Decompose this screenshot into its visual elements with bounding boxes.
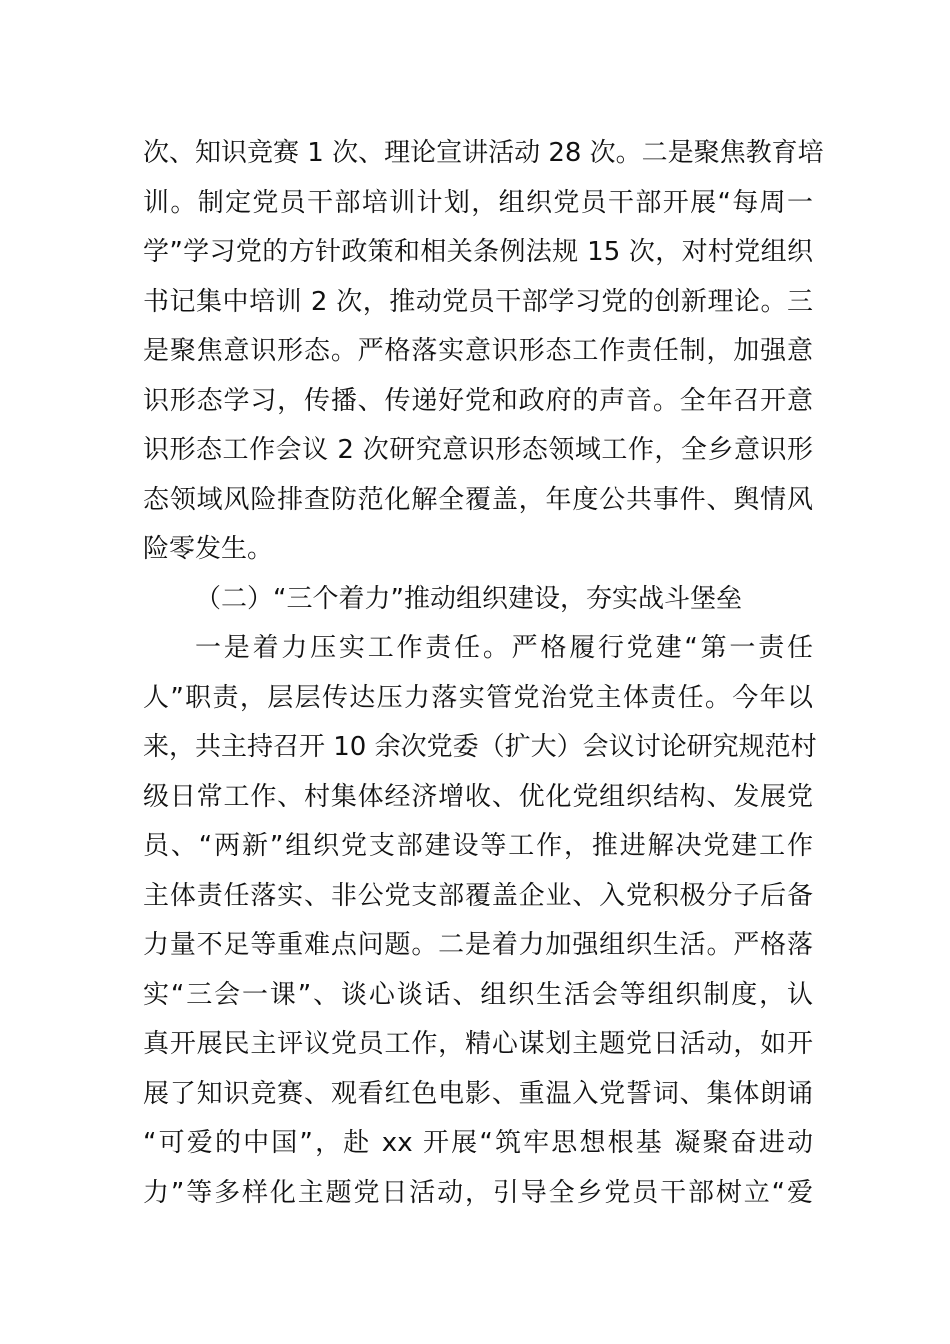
paragraph-line: 力量不足等重难点问题。二是着力加强组织生活。严格落 bbox=[143, 930, 813, 960]
paragraph-line: 实“三会一课”、谈心谈话、组织生活会等组织制度，认 bbox=[143, 979, 813, 1010]
paragraph-line: 主体责任落实、非公党支部覆盖企业、入党积极分子后备 bbox=[143, 880, 813, 911]
paragraph-line: 识形态学习，传播、传递好党和政府的声音。全年召开意 bbox=[143, 385, 813, 416]
paragraph-line: 来，共主持召开 10 余次党委（扩大）会议讨论研究规范村 bbox=[143, 732, 817, 762]
paragraph-line: 一是着力压实工作责任。严格履行党建“第一责任 bbox=[195, 633, 813, 663]
paragraph-line: 人”职责，层层传达压力落实管党治党主体责任。今年以 bbox=[143, 682, 813, 713]
paragraph-line: 是聚焦意识形态。严格落实意识形态工作责任制，加强意 bbox=[143, 336, 813, 366]
paragraph-line: 次、知识竞赛 1 次、理论宣讲活动 28 次。二是聚焦教育培 bbox=[143, 138, 824, 168]
paragraph-line: 学”学习党的方针政策和相关条例法规 15 次，对村党组织 bbox=[143, 237, 813, 267]
paragraph-line: 展了知识竞赛、观看红色电影、重温入党誓词、集体朗诵 bbox=[143, 1078, 813, 1109]
paragraph-line: 书记集中培训 2 次，推动党员干部学习党的创新理论。三 bbox=[143, 286, 813, 317]
document-body bbox=[143, 129, 824, 1218]
paragraph-line: 险零发生。 bbox=[143, 534, 274, 564]
paragraph-line: 级日常工作、村集体经济增收、优化党组织结构、发展党 bbox=[143, 781, 813, 812]
paragraph-line: 力”等多样化主题党日活动，引导全乡党员干部树立“爱 bbox=[143, 1177, 813, 1208]
paragraph-line: 识形态工作会议 2 次研究意识形态领域工作，全乡意识形 bbox=[143, 435, 813, 465]
paragraph-line: 员、“两新”组织党支部建设等工作，推进解决党建工作 bbox=[143, 831, 813, 861]
paragraph-line: 训。制定党员干部培训计划，组织党员干部开展“每周一 bbox=[143, 187, 813, 218]
paragraph-line: “可爱的中国”，赴 xx 开展“筑牢思想根基 凝聚奋进动 bbox=[143, 1128, 813, 1158]
section-heading: （二）“三个着力”推动组织建设，夯实战斗堡垒 bbox=[195, 583, 742, 614]
paragraph-line: 态领域风险排查防范化解全覆盖，年度公共事件、舆情风 bbox=[143, 484, 813, 515]
paragraph-line: 真开展民主评议党员工作，精心谋划主题党日活动，如开 bbox=[143, 1029, 813, 1059]
